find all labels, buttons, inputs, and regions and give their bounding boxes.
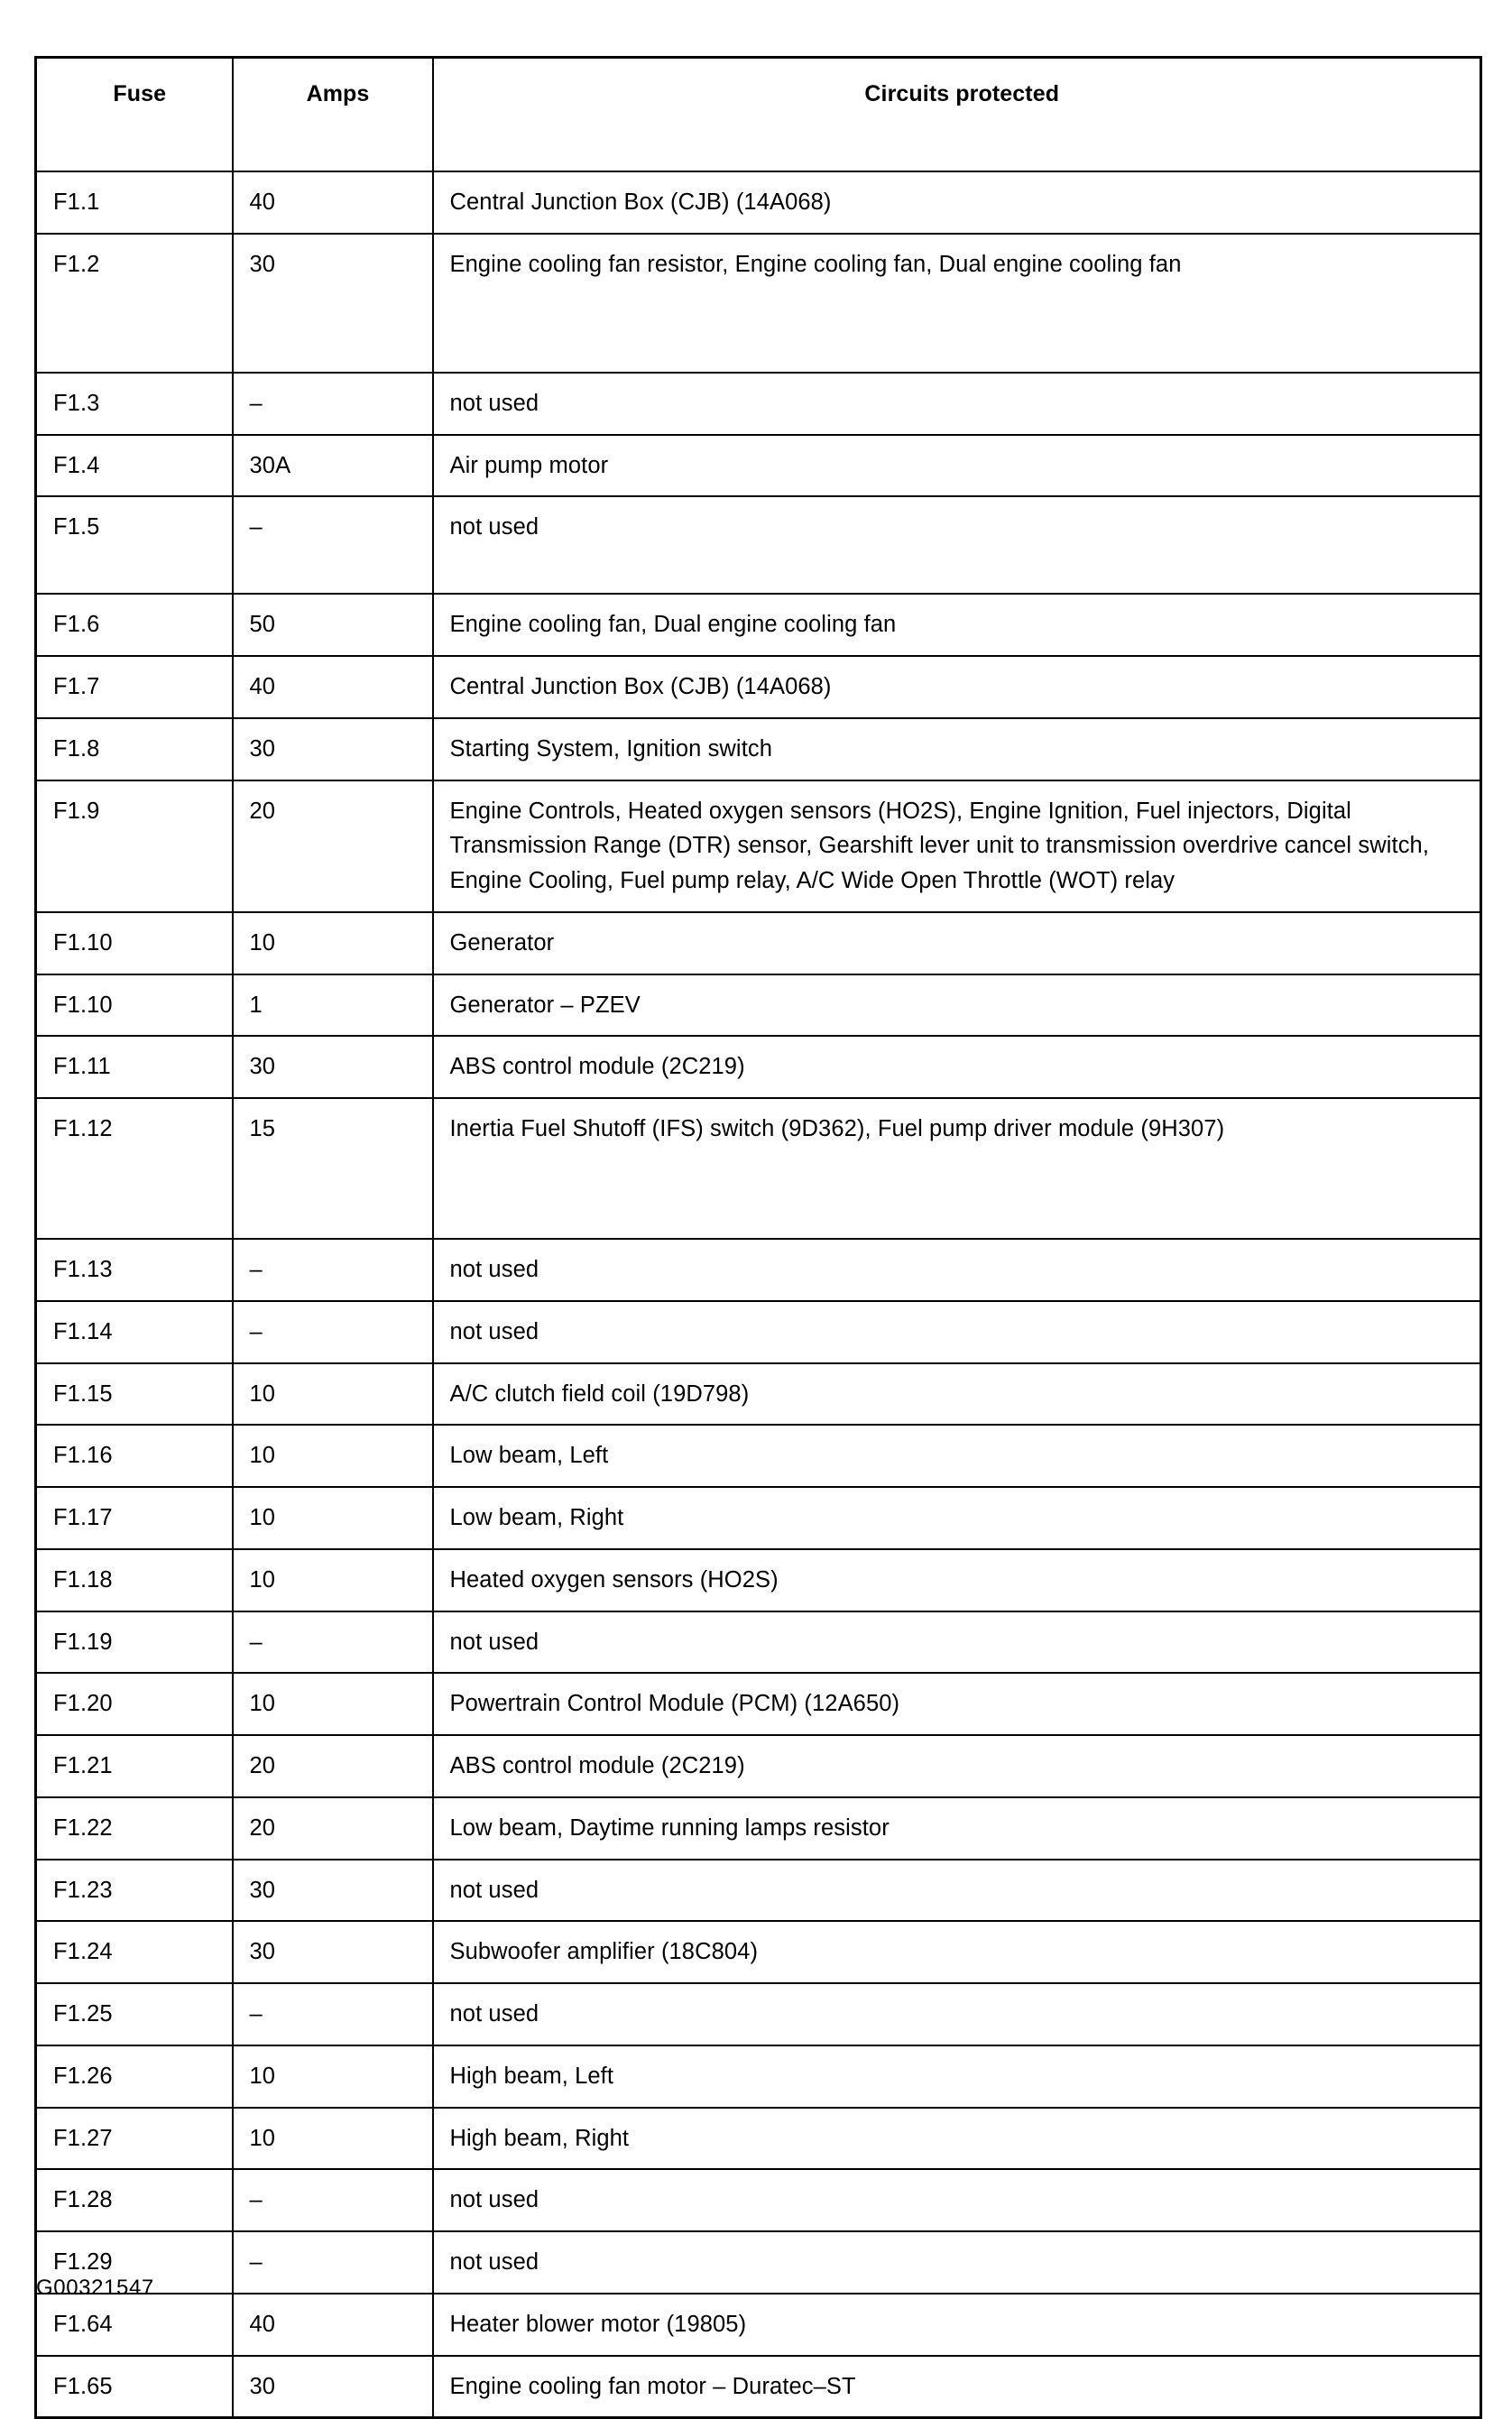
cell-amps-rating: 10 <box>233 1487 433 1549</box>
cell-amps-rating: 10 <box>233 1673 433 1735</box>
cell-fuse-id: F1.26 <box>36 2045 233 2108</box>
table-row <box>36 780 1481 912</box>
cell-fuse-id: F1.17 <box>36 1487 233 1549</box>
cell-circuits-protected: Generator – PZEV <box>433 974 1481 1037</box>
cell-fuse-id: F1.10 <box>36 912 233 974</box>
table-row <box>36 1425 1481 1487</box>
cell-fuse-id: F1.11 <box>36 1036 233 1098</box>
cell-amps-rating: 50 <box>233 594 433 656</box>
cell-fuse-id: F1.5 <box>36 496 233 594</box>
column-header-circuits-protected: Circuits protected <box>433 58 1481 172</box>
cell-amps-rating: 10 <box>233 912 433 974</box>
column-header-amps: Amps <box>233 58 433 172</box>
cell-amps-rating: 20 <box>233 1797 433 1860</box>
cell-circuits-protected: not used <box>433 1301 1481 1363</box>
cell-fuse-id: F1.22 <box>36 1797 233 1860</box>
cell-amps-rating: 20 <box>233 780 433 912</box>
cell-amps-rating: – <box>233 373 433 435</box>
cell-amps-rating: – <box>233 2169 433 2231</box>
cell-amps-rating: 30 <box>233 2356 433 2418</box>
cell-amps-rating: – <box>233 1239 433 1301</box>
table-row <box>36 1797 1481 1860</box>
table-row <box>36 1549 1481 1611</box>
table-row <box>36 1673 1481 1735</box>
cell-circuits-protected: ABS control module (2C219) <box>433 1036 1481 1098</box>
table-row <box>36 718 1481 780</box>
cell-fuse-id: F1.25 <box>36 1983 233 2045</box>
table-row <box>36 1611 1481 1674</box>
cell-amps-rating: 10 <box>233 1425 433 1487</box>
table-row <box>36 594 1481 656</box>
table-row <box>36 171 1481 234</box>
cell-fuse-id: F1.24 <box>36 1921 233 1983</box>
table-row <box>36 1036 1481 1098</box>
cell-circuits-protected: Generator <box>433 912 1481 974</box>
table-row <box>36 1239 1481 1301</box>
table-row <box>36 1735 1481 1797</box>
table-row <box>36 2294 1481 2356</box>
table-row <box>36 2356 1481 2418</box>
table-header <box>36 58 1481 172</box>
cell-circuits-protected: Engine cooling fan motor – Duratec–ST <box>433 2356 1481 2418</box>
cell-circuits-protected: Low beam, Left <box>433 1425 1481 1487</box>
cell-circuits-protected: not used <box>433 1860 1481 1922</box>
table-row <box>36 2045 1481 2108</box>
cell-amps-rating: 10 <box>233 2045 433 2108</box>
cell-amps-rating: 15 <box>233 1098 433 1239</box>
cell-fuse-id: F1.19 <box>36 1611 233 1674</box>
table-row <box>36 1098 1481 1239</box>
table-row <box>36 1860 1481 1922</box>
cell-circuits-protected: High beam, Right <box>433 2108 1481 2170</box>
table-row <box>36 2231 1481 2294</box>
cell-amps-rating: 10 <box>233 1363 433 1426</box>
cell-amps-rating: 30 <box>233 234 433 373</box>
table-row <box>36 496 1481 594</box>
fuse-table-container <box>34 56 1480 2419</box>
cell-circuits-protected: High beam, Left <box>433 2045 1481 2108</box>
cell-amps-rating: – <box>233 2231 433 2294</box>
table-body <box>36 171 1481 2418</box>
cell-circuits-protected: Central Junction Box (CJB) (14A068) <box>433 171 1481 234</box>
cell-circuits-protected: Engine cooling fan resistor, Engine cooling fan, Dual engine cooling fan <box>433 234 1481 373</box>
cell-circuits-protected: Inertia Fuel Shutoff (IFS) switch (9D362), Fuel pump driver module (9H307) <box>433 1098 1481 1239</box>
table-row <box>36 234 1481 373</box>
cell-circuits-protected: Starting System, Ignition switch <box>433 718 1481 780</box>
cell-amps-rating: – <box>233 496 433 594</box>
cell-fuse-id: F1.21 <box>36 1735 233 1797</box>
cell-fuse-id: F1.18 <box>36 1549 233 1611</box>
cell-fuse-id: F1.64 <box>36 2294 233 2356</box>
cell-fuse-id: F1.27 <box>36 2108 233 2170</box>
cell-amps-rating: 40 <box>233 171 433 234</box>
table-row <box>36 974 1481 1037</box>
cell-fuse-id: F1.6 <box>36 594 233 656</box>
table-row <box>36 373 1481 435</box>
table-row <box>36 1921 1481 1983</box>
cell-amps-rating: – <box>233 1611 433 1674</box>
table-row <box>36 1487 1481 1549</box>
fuse-assignment-table <box>34 56 1482 2419</box>
cell-amps-rating: 20 <box>233 1735 433 1797</box>
cell-amps-rating: 30 <box>233 1860 433 1922</box>
cell-fuse-id: F1.13 <box>36 1239 233 1301</box>
cell-fuse-id: F1.20 <box>36 1673 233 1735</box>
cell-circuits-protected: Heated oxygen sensors (HO2S) <box>433 1549 1481 1611</box>
cell-amps-rating: 30 <box>233 1921 433 1983</box>
table-row <box>36 1983 1481 2045</box>
cell-circuits-protected: Central Junction Box (CJB) (14A068) <box>433 656 1481 718</box>
cell-fuse-id: F1.7 <box>36 656 233 718</box>
cell-circuits-protected: Engine cooling fan, Dual engine cooling fan <box>433 594 1481 656</box>
cell-amps-rating: – <box>233 1301 433 1363</box>
cell-fuse-id: F1.29 <box>36 2231 233 2294</box>
cell-fuse-id: F1.3 <box>36 373 233 435</box>
cell-amps-rating: 30 <box>233 718 433 780</box>
cell-amps-rating: 10 <box>233 2108 433 2170</box>
cell-circuits-protected: not used <box>433 2169 1481 2231</box>
cell-fuse-id: F1.23 <box>36 1860 233 1922</box>
cell-fuse-id: F1.4 <box>36 435 233 497</box>
cell-amps-rating: – <box>233 1983 433 2045</box>
cell-circuits-protected: Heater blower motor (19805) <box>433 2294 1481 2356</box>
cell-circuits-protected: not used <box>433 1983 1481 2045</box>
cell-fuse-id: F1.1 <box>36 171 233 234</box>
table-row <box>36 1363 1481 1426</box>
table-row <box>36 1301 1481 1363</box>
cell-circuits-protected: Subwoofer amplifier (18C804) <box>433 1921 1481 1983</box>
cell-circuits-protected: Low beam, Right <box>433 1487 1481 1549</box>
cell-fuse-id: F1.10 <box>36 974 233 1037</box>
cell-circuits-protected: Powertrain Control Module (PCM) (12A650) <box>433 1673 1481 1735</box>
cell-amps-rating: 1 <box>233 974 433 1037</box>
cell-amps-rating: 30A <box>233 435 433 497</box>
cell-fuse-id: F1.9 <box>36 780 233 912</box>
cell-fuse-id: F1.65 <box>36 2356 233 2418</box>
cell-fuse-id: F1.12 <box>36 1098 233 1239</box>
table-row <box>36 435 1481 497</box>
cell-circuits-protected: not used <box>433 496 1481 594</box>
cell-amps-rating: 40 <box>233 656 433 718</box>
cell-fuse-id: F1.15 <box>36 1363 233 1426</box>
cell-amps-rating: 10 <box>233 1549 433 1611</box>
figure-code-label: G00321547 <box>36 2276 154 2300</box>
table-header-row <box>36 58 1481 172</box>
column-header-fuse: Fuse <box>36 58 233 172</box>
cell-circuits-protected: A/C clutch field coil (19D798) <box>433 1363 1481 1426</box>
cell-fuse-id: F1.16 <box>36 1425 233 1487</box>
table-row <box>36 912 1481 974</box>
table-row <box>36 2108 1481 2170</box>
cell-circuits-protected: not used <box>433 373 1481 435</box>
table-row <box>36 2169 1481 2231</box>
table-row <box>36 656 1481 718</box>
cell-fuse-id: F1.2 <box>36 234 233 373</box>
cell-circuits-protected: not used <box>433 1239 1481 1301</box>
cell-circuits-protected: Engine Controls, Heated oxygen sensors (HO2S), Engine Ignition, Fuel injectors, Digital Transmission Range (DTR) sensor, Gearshift lever unit to transmission overdrive cancel switch, Engine Cooling, Fuel pump relay, A/C Wide Open Throttle (WOT) relay <box>433 780 1481 912</box>
cell-circuits-protected: Low beam, Daytime running lamps resistor <box>433 1797 1481 1860</box>
cell-fuse-id: F1.28 <box>36 2169 233 2231</box>
cell-fuse-id: F1.8 <box>36 718 233 780</box>
cell-circuits-protected: not used <box>433 2231 1481 2294</box>
cell-amps-rating: 40 <box>233 2294 433 2356</box>
cell-fuse-id: F1.14 <box>36 1301 233 1363</box>
cell-amps-rating: 30 <box>233 1036 433 1098</box>
cell-circuits-protected: not used <box>433 1611 1481 1674</box>
cell-circuits-protected: ABS control module (2C219) <box>433 1735 1481 1797</box>
cell-circuits-protected: Air pump motor <box>433 435 1481 497</box>
